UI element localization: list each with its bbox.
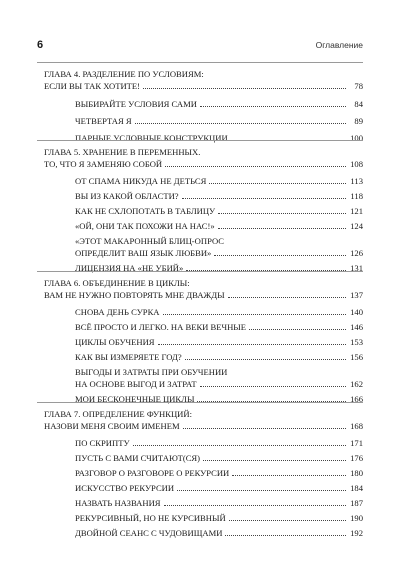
chapter-6	[37, 271, 363, 405]
toc-entry-line2[interactable]: ОПРЕДЕЛИТ ВАШ ЯЗЫК ЛЮБВИ» 126	[75, 248, 363, 258]
chapter-5	[37, 140, 363, 274]
page-ref: 190	[350, 513, 363, 523]
toc-entry[interactable]: «ОЙ, ОНИ ТАК ПОХОЖИ НА НАС!» 124	[75, 221, 363, 231]
page-ref: 192	[350, 528, 363, 538]
chapter-title-line2[interactable]: ЕСЛИ ВЫ ТАК ХОТИТЕ! 78	[44, 81, 363, 91]
chapter-title-line1[interactable]: ГЛАВА 4. РАЗДЕЛЕНИЕ ПО УСЛОВИЯМ:	[44, 69, 204, 79]
page-ref: 176	[350, 453, 363, 463]
page-ref: 162	[350, 379, 363, 389]
toc-entry[interactable]: ВЫБИРАЙТЕ УСЛОВИЯ САМИ 84	[75, 99, 363, 109]
page-ref: 180	[350, 468, 363, 478]
leader-dots	[232, 474, 346, 476]
page-ref: 108	[350, 159, 363, 169]
toc-entry[interactable]: ЦИКЛЫ ОБУЧЕНИЯ 153	[75, 337, 363, 347]
page-ref: 131	[350, 263, 363, 273]
toc-entry[interactable]: ЧЕТВЕРТАЯ Я 89	[75, 116, 363, 126]
page-ref: 100	[350, 133, 363, 143]
toc-entry[interactable]: ВСЁ ПРОСТО И ЛЕГКО. НА ВЕКИ ВЕЧНЫЕ 146	[75, 322, 363, 332]
chapter-4	[37, 62, 363, 144]
leader-dots	[164, 504, 346, 506]
leader-dots	[133, 444, 346, 446]
leader-dots	[229, 519, 346, 521]
leader-dots	[249, 328, 346, 330]
page-ref: 156	[350, 352, 363, 362]
page-number: 6	[37, 39, 44, 51]
chapter-title-line2[interactable]: ТО, ЧТО Я ЗАМЕНЯЮ СОБОЙ 108	[44, 159, 363, 169]
chapter-title-line1[interactable]: ГЛАВА 5. ХРАНЕНИЕ В ПЕРЕМЕННЫХ.	[44, 147, 201, 157]
toc-entry-line1[interactable]: ВЫГОДЫ И ЗАТРАТЫ ПРИ ОБУЧЕНИИ	[75, 367, 228, 377]
toc-entry[interactable]: КАК ВЫ ИЗМЕРЯЕТЕ ГОД? 156	[75, 352, 363, 362]
toc-entry-line2[interactable]: НА ОСНОВЕ ВЫГОД И ЗАТРАТ 162	[75, 379, 363, 389]
toc-entry[interactable]: ПО СКРИПТУ 171	[75, 438, 363, 448]
page-ref: 184	[350, 483, 363, 493]
page-ref: 113	[350, 176, 363, 186]
leader-dots	[177, 489, 346, 491]
leader-dots	[165, 165, 346, 167]
page-ref: 168	[350, 421, 363, 431]
leader-dots	[163, 313, 346, 315]
leader-dots	[203, 459, 346, 461]
toc-entry[interactable]: ОТ СПАМА НИКУДА НЕ ДЕТЬСЯ 113	[75, 176, 363, 186]
page-ref: 78	[354, 81, 363, 91]
toc-entry[interactable]: НАЗВАТЬ НАЗВАНИЯ 187	[75, 498, 363, 508]
leader-dots	[214, 254, 346, 256]
leader-dots	[218, 212, 346, 214]
toc-entry[interactable]: ЛИЦЕНЗИЯ НА «НЕ УБИЙ» 131	[75, 263, 363, 273]
toc-entry[interactable]: ИСКУССТВО РЕКУРСИИ 184	[75, 483, 363, 493]
leader-dots	[218, 227, 346, 229]
toc-entry-line1[interactable]: «ЭТОТ МАКАРОННЫЙ БЛИЦ-ОПРОС	[75, 236, 225, 246]
page-ref: 187	[350, 498, 363, 508]
toc-entry[interactable]: МОИ БЕСКОНЕЧНЫЕ ЦИКЛЫ 166	[75, 394, 363, 404]
toc-entry[interactable]: ПУСТЬ С ВАМИ СЧИТАЮТ(СЯ) 176	[75, 453, 363, 463]
toc-entry[interactable]: СНОВА ДЕНЬ СУРКА 140	[75, 307, 363, 317]
leader-dots	[143, 87, 346, 89]
page-ref: 124	[350, 221, 363, 231]
page-ref: 153	[350, 337, 363, 347]
toc-entry[interactable]: ВЫ ИЗ КАКОЙ ОБЛАСТИ? 118	[75, 191, 363, 201]
page-header	[37, 40, 363, 54]
page-ref: 84	[354, 99, 363, 109]
leader-dots	[182, 197, 346, 199]
page-ref: 166	[350, 394, 363, 404]
page-ref: 171	[350, 438, 363, 448]
toc-entry[interactable]: КАК НЕ СХЛОПОТАТЬ В ТАБЛИЦУ 121	[75, 206, 363, 216]
toc-entry[interactable]: РАЗГОВОР О РАЗГОВОРЕ О РЕКУРСИИ 180	[75, 468, 363, 478]
chapter-title-line1[interactable]: ГЛАВА 7. ОПРЕДЕЛЕНИЕ ФУНКЦИЙ:	[44, 409, 192, 419]
toc-entry[interactable]: ДВОЙНОЙ СЕАНС С ЧУДОВИЩАМИ 192	[75, 528, 363, 538]
page-ref: 126	[350, 248, 363, 258]
page-ref: 140	[350, 307, 363, 317]
leader-dots	[225, 534, 346, 536]
page-ref: 146	[350, 322, 363, 332]
chapter-7	[37, 402, 363, 539]
leader-dots	[228, 296, 346, 298]
toc-entry[interactable]: ПАРНЫЕ УСЛОВНЫЕ КОНСТРУКЦИИ 100	[75, 133, 363, 143]
leader-dots	[200, 385, 346, 387]
chapter-title-line2[interactable]: НАЗОВИ МЕНЯ СВОИМ ИМЕНЕМ 168	[44, 421, 363, 431]
leader-dots	[183, 427, 346, 429]
leader-dots	[200, 105, 346, 107]
toc-entry[interactable]: РЕКУРСИВНЫЙ, НО НЕ КУРСИВНЫЙ 190	[75, 513, 363, 523]
chapter-title-line1[interactable]: ГЛАВА 6. ОБЪЕДИНЕНИЕ В ЦИКЛЫ:	[44, 278, 190, 288]
running-title: Оглавление	[315, 40, 363, 50]
page-ref: 137	[350, 290, 363, 300]
leader-dots	[185, 358, 346, 360]
leader-dots	[135, 122, 346, 124]
page-ref: 121	[350, 206, 363, 216]
chapter-title-line2[interactable]: ВАМ НЕ НУЖНО ПОВТОРЯТЬ МНЕ ДВАЖДЫ 137	[44, 290, 363, 300]
page-ref: 89	[354, 116, 363, 126]
page-ref: 118	[350, 191, 363, 201]
leader-dots	[158, 343, 346, 345]
leader-dots	[209, 182, 346, 184]
